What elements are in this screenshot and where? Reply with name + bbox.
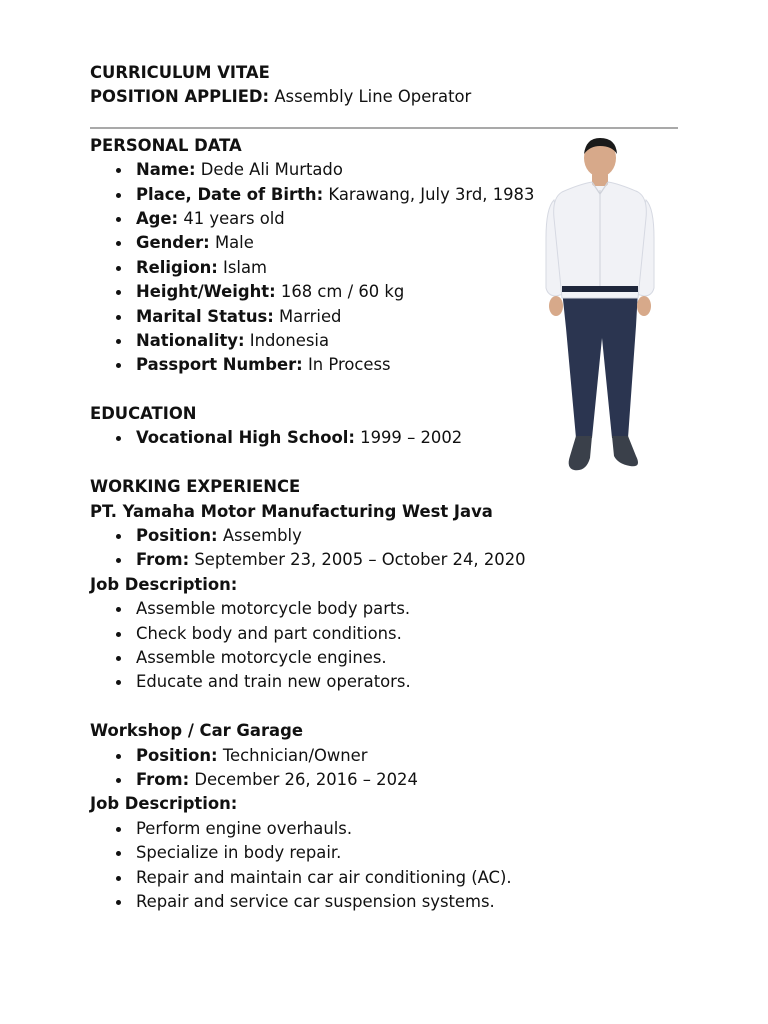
item-label: Age: bbox=[136, 208, 179, 228]
person-figure-icon bbox=[546, 138, 654, 470]
job-period bbox=[90, 768, 690, 792]
item-value: 41 years old bbox=[183, 208, 285, 228]
item-label: Vocational High School: bbox=[136, 428, 355, 448]
item-value: Assembly bbox=[222, 526, 302, 546]
job-duty: Repair and maintain car air conditioning (AC). bbox=[90, 866, 690, 890]
item-value: Karawang, July 3rd, 1983 bbox=[328, 184, 535, 204]
person-photo bbox=[540, 138, 660, 478]
job-duty: Repair and service car suspension systems. bbox=[90, 890, 690, 914]
experience-heading: WORKING EXPERIENCE bbox=[90, 477, 301, 497]
item-label: Height/Weight: bbox=[136, 282, 276, 302]
item-label: Gender: bbox=[136, 233, 210, 253]
item-value: Islam bbox=[223, 257, 267, 277]
item-label: Position: bbox=[136, 526, 218, 546]
job-duties-list bbox=[90, 597, 690, 695]
item-label: Religion: bbox=[136, 257, 218, 277]
item-value: September 23, 2005 – October 24, 2020 bbox=[194, 550, 526, 570]
job-duties-list bbox=[90, 817, 690, 915]
job-company: PT. Yamaha Motor Manufacturing West Java bbox=[90, 501, 493, 521]
job-duty: Educate and train new operators. bbox=[90, 670, 690, 694]
item-label: Place, Date of Birth: bbox=[136, 184, 324, 204]
item-value: In Process bbox=[307, 355, 391, 375]
item-label: Position: bbox=[136, 745, 218, 765]
divider bbox=[90, 127, 678, 129]
position-applied-label: POSITION APPLIED: bbox=[90, 87, 270, 107]
item-value: Technician/Owner bbox=[222, 745, 368, 765]
item-value: Indonesia bbox=[249, 330, 330, 350]
job-position bbox=[90, 744, 690, 768]
item-value: 168 cm / 60 kg bbox=[280, 282, 405, 302]
job-duty: Assemble motorcycle body parts. bbox=[90, 597, 690, 621]
education-heading: EDUCATION bbox=[90, 404, 197, 424]
job-period bbox=[90, 548, 690, 572]
item-value: 1999 – 2002 bbox=[360, 428, 463, 448]
item-label: From: bbox=[136, 550, 190, 570]
item-label: Name: bbox=[136, 160, 196, 180]
job-duty: Specialize in body repair. bbox=[90, 841, 690, 865]
personal-data-heading: PERSONAL DATA bbox=[90, 135, 242, 155]
job-details-list bbox=[90, 524, 690, 573]
item-value: Male bbox=[214, 233, 254, 253]
item-value: Married bbox=[279, 306, 342, 326]
cv-title: CURRICULUM VITAE bbox=[90, 63, 270, 82]
item-label: Marital Status: bbox=[136, 306, 274, 326]
item-label: Nationality: bbox=[136, 330, 245, 350]
job-duty: Check body and part conditions. bbox=[90, 622, 690, 646]
job-description-heading: Job Description: bbox=[90, 574, 238, 594]
item-value: Dede Ali Murtado bbox=[200, 160, 343, 180]
position-applied bbox=[90, 85, 690, 109]
job-position bbox=[90, 524, 690, 548]
job-duty: Perform engine overhauls. bbox=[90, 817, 690, 841]
job-description-heading: Job Description: bbox=[90, 794, 238, 814]
job-duty: Assemble motorcycle engines. bbox=[90, 646, 690, 670]
item-label: Passport Number: bbox=[136, 355, 303, 375]
job-details-list bbox=[90, 744, 690, 793]
item-value: December 26, 2016 – 2024 bbox=[194, 769, 418, 789]
job-company: Workshop / Car Garage bbox=[90, 721, 303, 741]
position-applied-value: Assembly Line Operator bbox=[274, 87, 472, 107]
item-label: From: bbox=[136, 769, 190, 789]
